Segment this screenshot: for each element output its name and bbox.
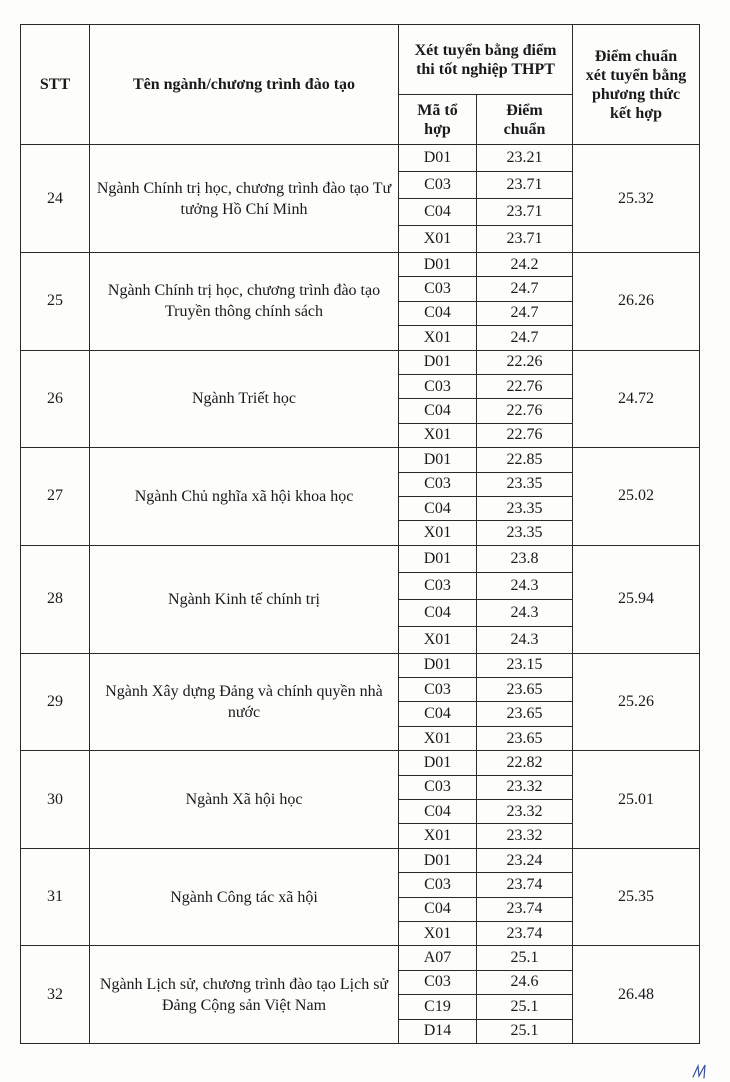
table-row [21,350,700,374]
subject-cutoff-score: 23.35 [477,521,573,545]
row-stt: 26 [21,350,90,448]
row-program-name: Ngành Chủ nghĩa xã hội khoa học [90,448,399,546]
subject-combo-code: D01 [399,448,477,472]
subject-cutoff-score: 23.65 [477,726,573,750]
table-row [21,653,700,677]
subject-cutoff-score: 23.74 [477,873,573,897]
subject-cutoff-score: 23.32 [477,775,573,799]
subject-combo-code: C04 [399,897,477,921]
subject-combo-code: X01 [399,824,477,848]
subject-combo-code: D01 [399,848,477,872]
subject-combo-code: C04 [399,199,477,226]
subject-combo-code: X01 [399,226,477,253]
row-combined-score: 25.94 [573,545,700,653]
row-program-name: Ngành Kinh tế chính trị [90,545,399,653]
subject-combo-code: C03 [399,472,477,496]
row-stt: 31 [21,848,90,946]
row-program-name: Ngành Chính trị học, chương trình đào tạo Tư tưởng Hồ Chí Minh [90,145,399,253]
subject-cutoff-score: 22.85 [477,448,573,472]
subject-combo-code: C03 [399,678,477,702]
subject-combo-code: X01 [399,626,477,653]
subject-combo-code: C04 [399,496,477,520]
subject-cutoff-score: 23.21 [477,145,573,172]
subject-cutoff-score: 24.7 [477,277,573,301]
subject-cutoff-score: 23.32 [477,800,573,824]
subject-cutoff-score: 23.15 [477,653,573,677]
subject-combo-code: D01 [399,350,477,374]
subject-combo-code: C04 [399,599,477,626]
header-thpt-method: Xét tuyển bằng điểm thi tốt nghiệp THPT [399,25,573,95]
subject-cutoff-score: 23.35 [477,496,573,520]
subject-combo-code: C03 [399,873,477,897]
subject-cutoff-score: 24.7 [477,301,573,325]
row-combined-score: 26.26 [573,253,700,351]
header-program-name: Tên ngành/chương trình đào tạo [90,25,399,145]
subject-combo-code: A07 [399,946,477,970]
row-combined-score: 25.01 [573,751,700,849]
subject-cutoff-score: 24.3 [477,626,573,653]
subject-combo-code: X01 [399,921,477,945]
subject-combo-code: C04 [399,399,477,423]
table-row [21,545,700,572]
row-program-name: Ngành Triết học [90,350,399,448]
subject-cutoff-score: 22.82 [477,751,573,775]
row-stt: 25 [21,253,90,351]
table-row [21,848,700,872]
row-combined-score: 25.26 [573,653,700,751]
subject-combo-code: D01 [399,253,477,277]
subject-cutoff-score: 23.65 [477,702,573,726]
row-program-name: Ngành Xây dựng Đảng và chính quyền nhà nước [90,653,399,751]
row-stt: 30 [21,751,90,849]
handwritten-mark [690,1062,710,1080]
subject-cutoff-score: 25.1 [477,995,573,1019]
row-combined-score: 25.02 [573,448,700,546]
header-stt: STT [21,25,90,145]
table-row [21,145,700,172]
row-program-name: Ngành Lịch sử, chương trình đào tạo Lịch sử Đảng Cộng sản Việt Nam [90,946,399,1044]
subject-cutoff-score: 22.26 [477,350,573,374]
subject-cutoff-score: 23.65 [477,678,573,702]
table-row [21,751,700,775]
subject-cutoff-score: 22.76 [477,399,573,423]
subject-cutoff-score: 24.3 [477,572,573,599]
table-row [21,946,700,970]
row-stt: 24 [21,145,90,253]
subject-combo-code: C03 [399,172,477,199]
subject-combo-code: D14 [399,1019,477,1043]
subject-combo-code: D01 [399,751,477,775]
subject-cutoff-score: 23.8 [477,545,573,572]
header-combined-method: Điểm chuẩn xét tuyển bằng phương thức kết hợp [573,25,700,145]
subject-combo-code: D01 [399,145,477,172]
row-program-name: Ngành Xã hội học [90,751,399,849]
subject-cutoff-score: 23.71 [477,199,573,226]
subject-cutoff-score: 22.76 [477,423,573,447]
subject-combo-code: X01 [399,326,477,350]
subject-combo-code: C03 [399,775,477,799]
subject-combo-code: C03 [399,374,477,398]
subject-cutoff-score: 23.35 [477,472,573,496]
row-stt: 27 [21,448,90,546]
subject-cutoff-score: 24.6 [477,970,573,994]
row-combined-score: 26.48 [573,946,700,1044]
subject-cutoff-score: 23.24 [477,848,573,872]
subject-combo-code: C19 [399,995,477,1019]
subject-cutoff-score: 24.3 [477,599,573,626]
subject-cutoff-score: 25.1 [477,1019,573,1043]
subject-cutoff-score: 23.74 [477,921,573,945]
subject-cutoff-score: 24.2 [477,253,573,277]
subject-cutoff-score: 25.1 [477,946,573,970]
row-combined-score: 25.32 [573,145,700,253]
subject-combo-code: C04 [399,301,477,325]
subject-combo-code: C03 [399,572,477,599]
row-stt: 29 [21,653,90,751]
row-combined-score: 24.72 [573,350,700,448]
subject-cutoff-score: 23.32 [477,824,573,848]
table-row [21,448,700,472]
subject-combo-code: D01 [399,653,477,677]
header-combo-code: Mã tổ hợp [399,95,477,145]
row-stt: 28 [21,545,90,653]
row-program-name: Ngành Chính trị học, chương trình đào tạo Truyền thông chính sách [90,253,399,351]
subject-combo-code: C03 [399,970,477,994]
subject-cutoff-score: 22.76 [477,374,573,398]
admission-score-table [20,24,700,1044]
subject-combo-code: D01 [399,545,477,572]
subject-combo-code: X01 [399,423,477,447]
row-stt: 32 [21,946,90,1044]
subject-combo-code: C04 [399,702,477,726]
header-cutoff: Điểm chuẩn [477,95,573,145]
subject-combo-code: X01 [399,726,477,750]
subject-cutoff-score: 23.71 [477,226,573,253]
subject-combo-code: X01 [399,521,477,545]
table-body [21,145,700,1044]
table-row [21,253,700,277]
subject-cutoff-score: 23.71 [477,172,573,199]
subject-cutoff-score: 24.7 [477,326,573,350]
row-combined-score: 25.35 [573,848,700,946]
subject-combo-code: C03 [399,277,477,301]
row-program-name: Ngành Công tác xã hội [90,848,399,946]
subject-combo-code: C04 [399,800,477,824]
subject-cutoff-score: 23.74 [477,897,573,921]
